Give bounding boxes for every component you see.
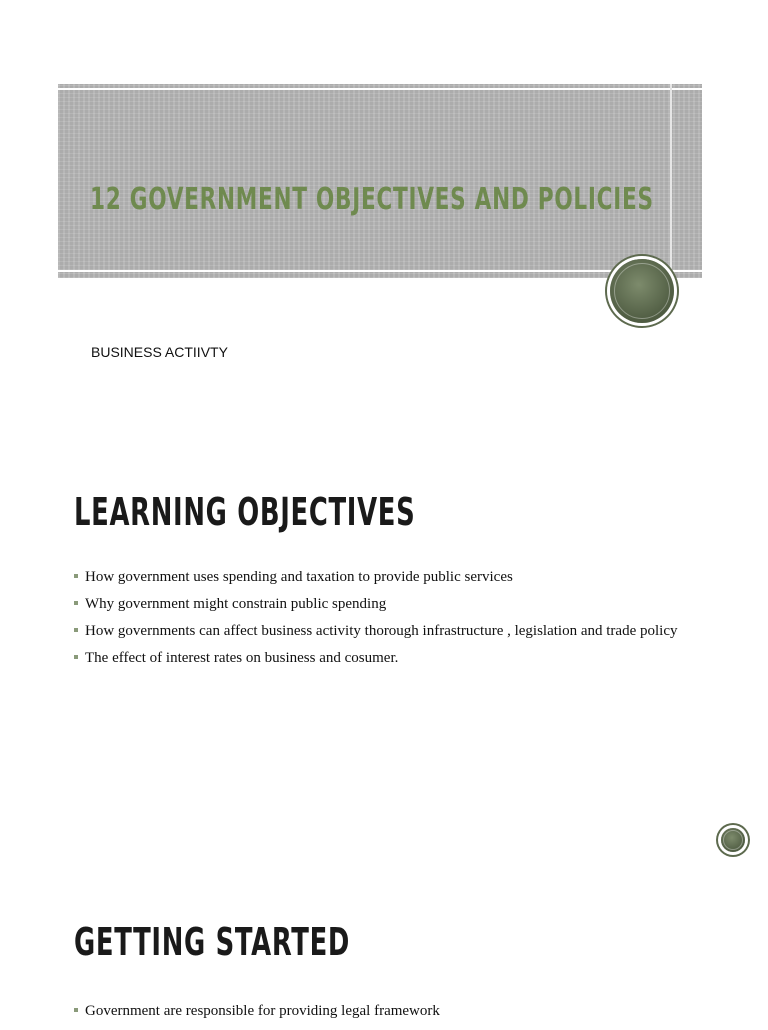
title-slide bbox=[0, 0, 768, 430]
banner-divider bbox=[670, 84, 672, 278]
list-item bbox=[74, 596, 714, 612]
bullet-square-icon bbox=[74, 655, 78, 659]
bullet-square-icon bbox=[74, 1008, 78, 1012]
list-item-text: Why government might constrain public spending bbox=[85, 596, 387, 612]
section-heading: GETTING STARTED bbox=[74, 920, 351, 964]
list-item bbox=[74, 1003, 714, 1019]
slide-subtitle: BUSINESS ACTIIVTY bbox=[91, 344, 228, 360]
list-item-text: How governments can affect business activity thorough infrastructure , legislation and trade policy bbox=[85, 623, 678, 639]
list-item-text: How government uses spending and taxation to provide public services bbox=[85, 569, 513, 585]
slide-title: 12 GOVERNMENT OBJECTIVES AND POLICIES bbox=[90, 182, 654, 217]
intro-list bbox=[74, 1003, 714, 1030]
list-item-text: Government are responsible for providing legal framework bbox=[85, 1003, 440, 1019]
banner-bottom-rule bbox=[58, 270, 702, 272]
learning-objectives-slide bbox=[0, 430, 768, 860]
list-item bbox=[74, 650, 714, 666]
section-heading: LEARNING OBJECTIVES bbox=[74, 490, 416, 534]
objectives-list bbox=[74, 569, 714, 677]
title-banner bbox=[58, 84, 702, 278]
getting-started-slide bbox=[0, 860, 768, 1024]
medallion-icon bbox=[610, 259, 674, 323]
list-item bbox=[74, 623, 714, 639]
list-item bbox=[74, 569, 714, 585]
bullet-square-icon bbox=[74, 601, 78, 605]
medallion-icon bbox=[721, 828, 745, 852]
banner-top-rule bbox=[58, 88, 702, 90]
bullet-square-icon bbox=[74, 574, 78, 578]
list-item-text: The effect of interest rates on business and cosumer. bbox=[85, 650, 399, 666]
bullet-square-icon bbox=[74, 628, 78, 632]
